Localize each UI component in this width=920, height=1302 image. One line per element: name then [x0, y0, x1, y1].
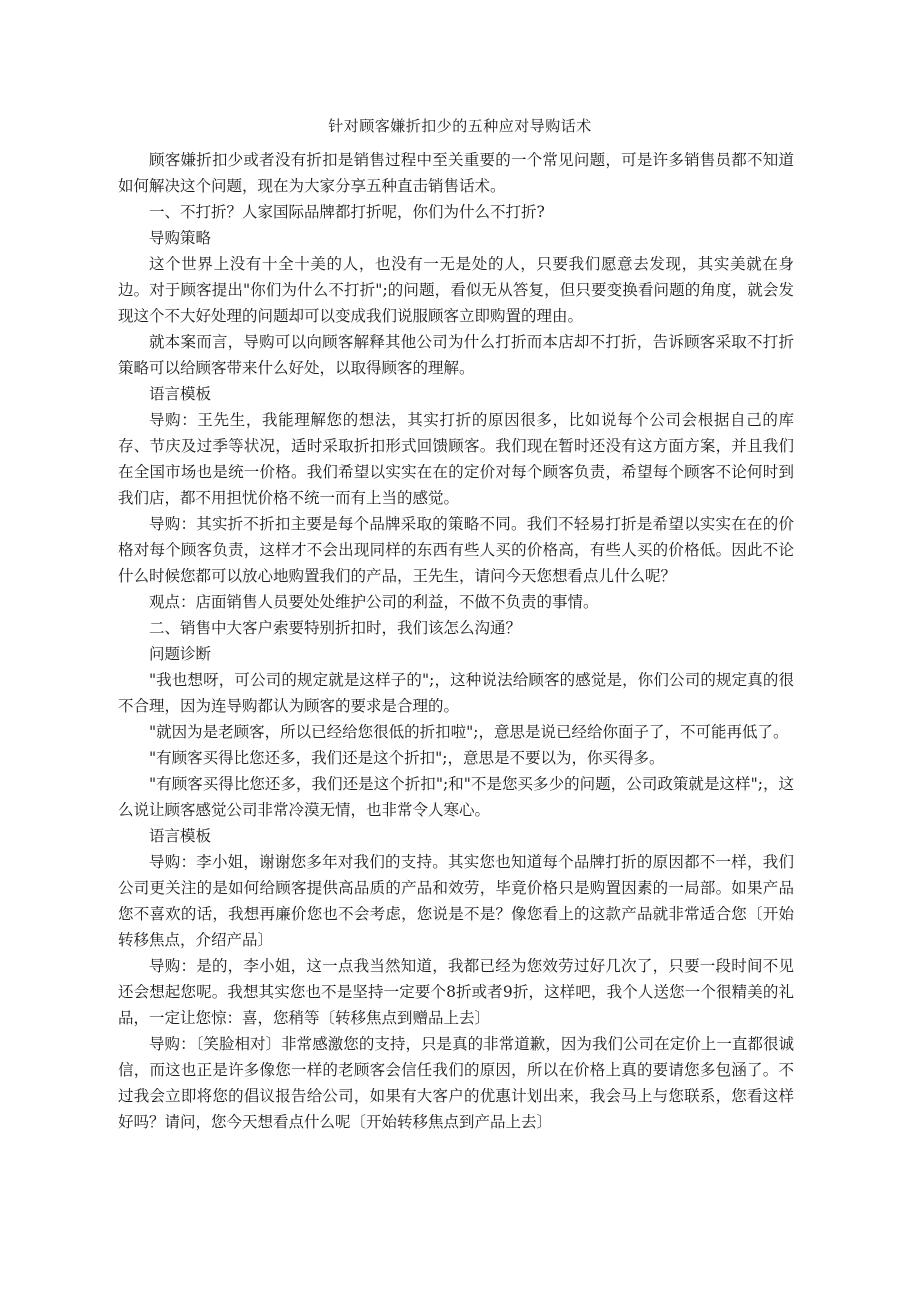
body-paragraph: 导购：〔笑脸相对〕非常感激您的支持，只是真的非常道歉，因为我们公司在定价上一直都很诚信，而这也正是许多像您一样的老顾客会信任我们的原因，所以在价格上真的要请您多包涵了。不过我会立即将您的倡议报告给公司，如果有大客户的优惠计划出来，我会马上与您联系，您看这样好吗？请问，您今天想看点什么呢〔开始转移焦点到产品上去〕 — [118, 1035, 794, 1131]
document-body — [118, 147, 794, 1135]
body-paragraph: "有顾客买得比您还多，我们还是这个折扣";和"不是您买多少的问题，公司政策就是这样";，这么说让顾客感觉公司非常冷漠无情，也非常令人寒心。 — [118, 775, 794, 819]
body-paragraph: 导购：是的，李小姐，这一点我当然知道，我都已经为您效劳过好几次了，只要一段时间不见还会想起您呢。我想其实您也不是坚持一定要个8折或者9折，这样吧，我个人送您一个很精美的礼品，一定让您惊：喜，您稍等〔转移焦点到赠品上去〕 — [118, 957, 794, 1027]
body-paragraph: 导购：李小姐，谢谢您多年对我们的支持。其实您也知道每个品牌打折的原因都不一样，我们公司更关注的是如何给顾客提供高品质的产品和效劳，毕竟价格只是购置因素的一局部。如果产品您不喜欢的话，我想再廉价您也不会考虑，您说是不是？像您看上的这款产品就非常适合您〔开始转移焦点，介绍产品〕 — [118, 853, 794, 949]
body-paragraph: "就因为是老顾客，所以已经给您很低的折扣啦";，意思是说已经给你面子了，不可能再低了。 — [149, 723, 789, 741]
section-heading-2: 二、销售中大客户索要特别折扣时，我们该怎么沟通？ — [149, 619, 522, 637]
body-paragraph: "我也想呀，可公司的规定就是这样子的";，这种说法给顾客的感觉是，你们公司的规定真的很不合理，因为连导购都认为顾客的要求是合理的。 — [118, 671, 794, 715]
body-paragraph: 就本案而言，导购可以向顾客解释其他公司为什么打折而本店却不打折，告诉顾客采取不打折策略可以给顾客带来什么好处，以取得顾客的理解。 — [118, 333, 794, 377]
document-title: 针对顾客嫌折扣少的五种应对导购话术 — [328, 117, 592, 135]
subheading-template: 语言模板 — [149, 827, 212, 845]
body-paragraph: "有顾客买得比您还多，我们还是这个折扣";，意思是不要以为，你买得多。 — [149, 749, 665, 767]
body-paragraph: 这个世界上没有十全十美的人，也没有一无是处的人，只要我们愿意去发现，其实美就在身边。对于顾客提出"你们为什么不打折";的问题，看似无从答复，但只要变换看问题的角度，就会发现这个不大好处理的问题却可以变成我们说服顾客立即购置的理由。 — [118, 255, 794, 325]
body-paragraph: 导购：王先生，我能理解您的想法，其实打折的原因很多，比如说每个公司会根据自己的库存、节庆及过季等状况，适时采取折扣形式回馈顾客。我们现在暂时还没有这方面方案，并且我们在全国市场也是统一价格。我们希望以实实在在的定价对每个顾客负责，希望每个顾客不论何时到我们店，都不用担忧价格不统一而有上当的感觉。 — [118, 411, 794, 507]
viewpoint-paragraph: 观点：店面销售人员要处处维护公司的利益，不做不负责的事情。 — [149, 593, 599, 611]
section-heading-1: 一、不打折？人家国际品牌都打折呢，你们为什么不打折? — [149, 203, 545, 221]
body-paragraph: 导购：其实折不折扣主要是每个品牌采取的策略不同。我们不轻易打折是希望以实实在在的价格对每个顾客负责，这样才不会出现同样的东西有些人买的价格高，有些人买的价格低。因此不论什么时候您都可以放心地购置我们的产品，王先生，请问今天您想看点儿什么呢？ — [118, 515, 794, 585]
subheading-diagnosis: 问题诊断 — [149, 645, 212, 663]
subheading-strategy: 导购策略 — [149, 229, 212, 247]
intro-paragraph: 顾客嫌折扣少或者没有折扣是销售过程中至关重要的一个常见问题，可是许多销售员都不知道如何解决这个问题，现在为大家分享五种直击销售话术。 — [118, 151, 794, 195]
subheading-template: 语言模板 — [149, 385, 212, 403]
